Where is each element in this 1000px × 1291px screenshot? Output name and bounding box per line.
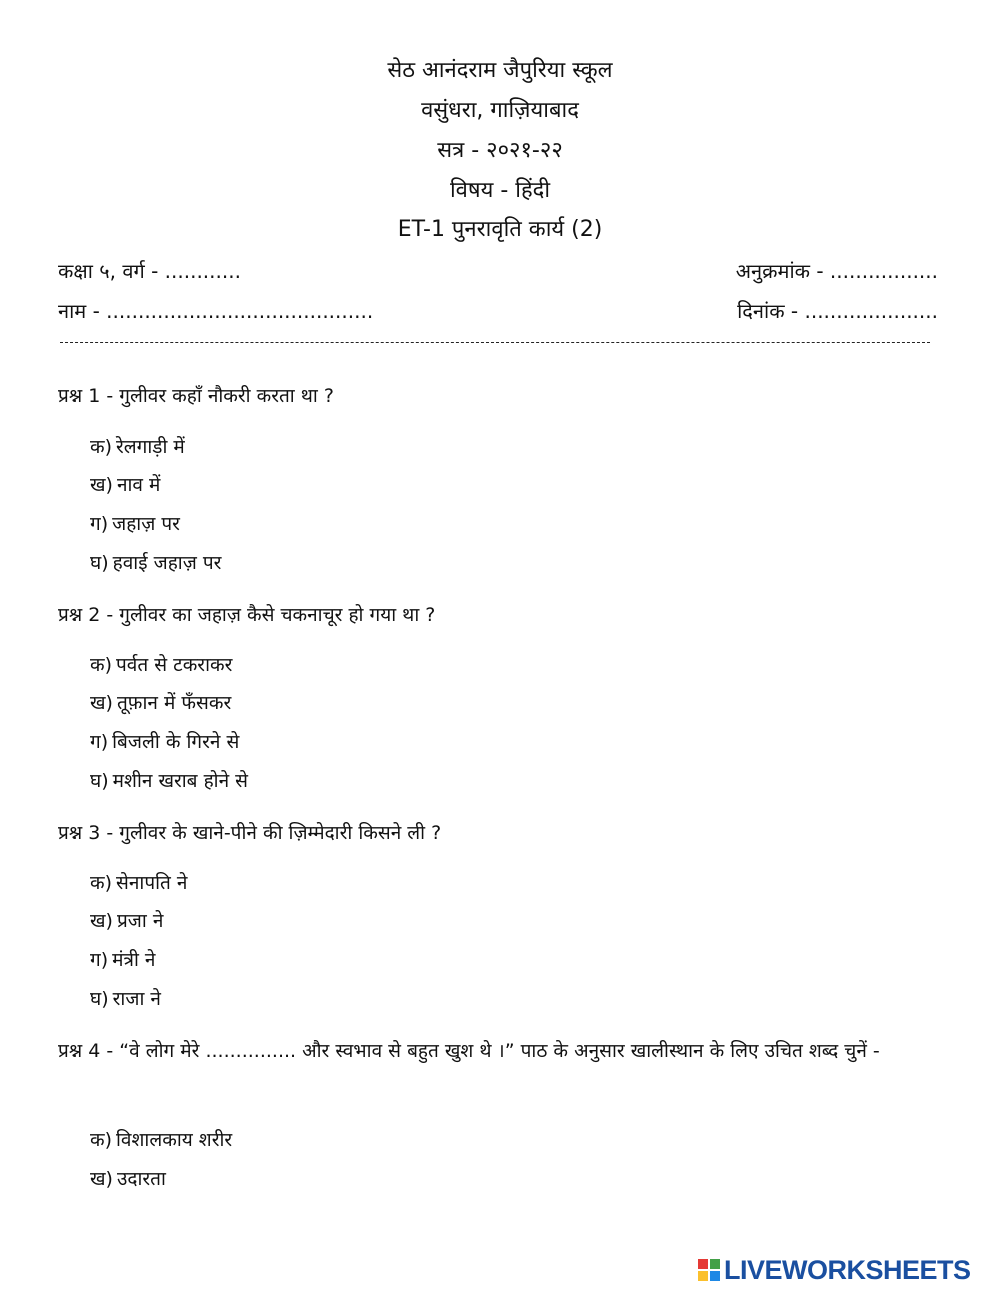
meta-row-1 — [58, 256, 938, 286]
q1-option-c[interactable]: ग) जहाज़ पर — [90, 513, 180, 535]
school-location: वसुंधरा, गाज़ियाबाद — [421, 98, 579, 123]
q3-option-b[interactable]: ख) प्रजा ने — [90, 910, 164, 932]
q2-option-a[interactable]: क) पर्वत से टकराकर — [90, 654, 233, 676]
liveworksheets-logo-icon — [698, 1259, 722, 1281]
liveworksheets-logo-text: LIVEWORKSHEETS — [724, 1255, 971, 1285]
q2-option-b[interactable]: ख) तूफ़ान में फँसकर — [90, 692, 232, 714]
session-label: सत्र - २०२१-२२ — [437, 138, 563, 163]
class-field: कक्षा ५, वर्ग - ............ — [58, 259, 241, 283]
q3-option-d[interactable]: घ) राजा ने — [90, 988, 161, 1010]
q4-option-a[interactable]: क) विशालकाय शरीर — [90, 1129, 233, 1151]
roll-number-field: अनुक्रमांक - ................. — [735, 259, 938, 283]
question-1: प्रश्न 1 - गुलीवर कहाँ नौकरी करता था ? — [58, 385, 334, 407]
header-divider — [60, 342, 930, 343]
subject-label: विषय - हिंदी — [449, 178, 551, 203]
name-field: नाम - .......................................... — [58, 299, 374, 323]
q4-option-b[interactable]: ख) उदारता — [90, 1168, 166, 1190]
question-2: प्रश्न 2 - गुलीवर का जहाज़ कैसे चकनाचूर हो गया था ? — [58, 604, 436, 626]
q3-option-a[interactable]: क) सेनापति ने — [90, 872, 188, 894]
q1-option-a[interactable]: क) रेलगाड़ी में — [90, 436, 185, 458]
q1-option-b[interactable]: ख) नाव में — [90, 474, 161, 496]
q2-option-d[interactable]: घ) मशीन खराब होने से — [90, 770, 249, 792]
school-name: सेठ आनंदराम जैपुरिया स्कूल — [387, 58, 613, 83]
q2-option-c[interactable]: ग) बिजली के गिरने से — [90, 731, 240, 753]
question-4: प्रश्न 4 - “वे लोग मेरे ............... और स्वभाव से बहुत खुश थे ।” पाठ के अनुसार खालीस्थान के लिए उचित शब्द चुनें - — [58, 1040, 880, 1062]
meta-row-2 — [58, 296, 938, 326]
assignment-title: ET-1 पुनरावृति कार्य (2) — [397, 217, 603, 242]
q1-option-d[interactable]: घ) हवाई जहाज़ पर — [90, 552, 222, 574]
liveworksheets-logo — [698, 1255, 996, 1285]
q3-option-c[interactable]: ग) मंत्री ने — [90, 949, 156, 971]
date-field: दिनांक - ..................... — [737, 299, 938, 323]
question-3: प्रश्न 3 - गुलीवर के खाने-पीने की ज़िम्मेदारी किसने ली ? — [58, 822, 442, 844]
